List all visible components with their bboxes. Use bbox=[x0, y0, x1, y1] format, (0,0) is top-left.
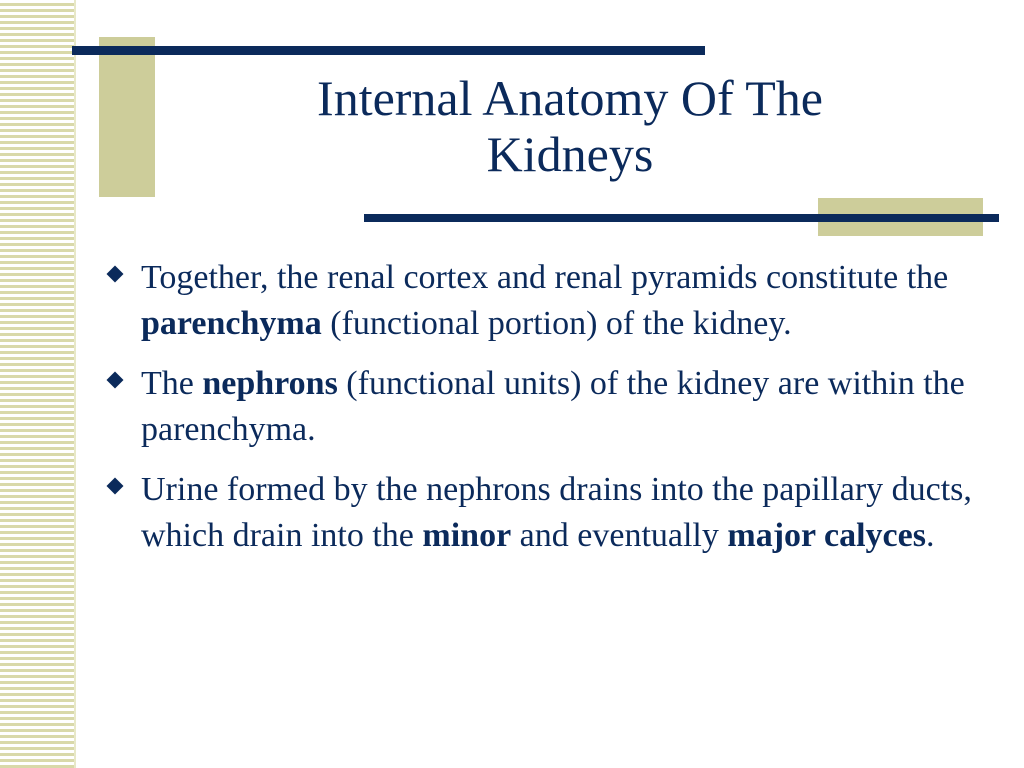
bullet-text: (functional units) of the kidney are within the parenchyma. bbox=[141, 365, 965, 448]
bullet-text: Urine formed by the nephrons drains into the papillary ducts, which drain into the bbox=[141, 471, 972, 554]
bullet-bold-term: minor bbox=[422, 517, 512, 554]
top-rule bbox=[72, 46, 705, 55]
bullet-bold-term: parenchyma bbox=[141, 305, 322, 342]
diamond-bullet-icon bbox=[107, 478, 124, 495]
bullet-item bbox=[103, 467, 983, 559]
title-line-2: Kidneys bbox=[486, 126, 654, 182]
slide-title bbox=[190, 70, 950, 182]
bullet-bold-term: nephrons bbox=[202, 365, 338, 402]
bullet-bold-term: major calyces bbox=[727, 517, 926, 554]
bullet-text: and eventually bbox=[511, 517, 728, 554]
bullet-text: . bbox=[925, 517, 935, 554]
left-stripe-decoration bbox=[0, 0, 74, 768]
diamond-bullet-icon bbox=[107, 266, 124, 283]
top-accent-block bbox=[99, 37, 155, 197]
right-rule bbox=[364, 214, 999, 222]
bullet-item bbox=[103, 255, 983, 347]
bullet-item bbox=[103, 361, 983, 453]
diamond-bullet-icon bbox=[107, 372, 124, 389]
bullet-text: Together, the renal cortex and renal pyramids constitute the bbox=[141, 259, 949, 296]
bullet-text: The bbox=[141, 365, 203, 402]
bullet-list bbox=[103, 255, 983, 573]
bullet-text: (functional portion) of the kidney. bbox=[321, 305, 792, 342]
title-line-1: Internal Anatomy Of The bbox=[317, 70, 823, 126]
stripe-edge bbox=[74, 0, 76, 768]
